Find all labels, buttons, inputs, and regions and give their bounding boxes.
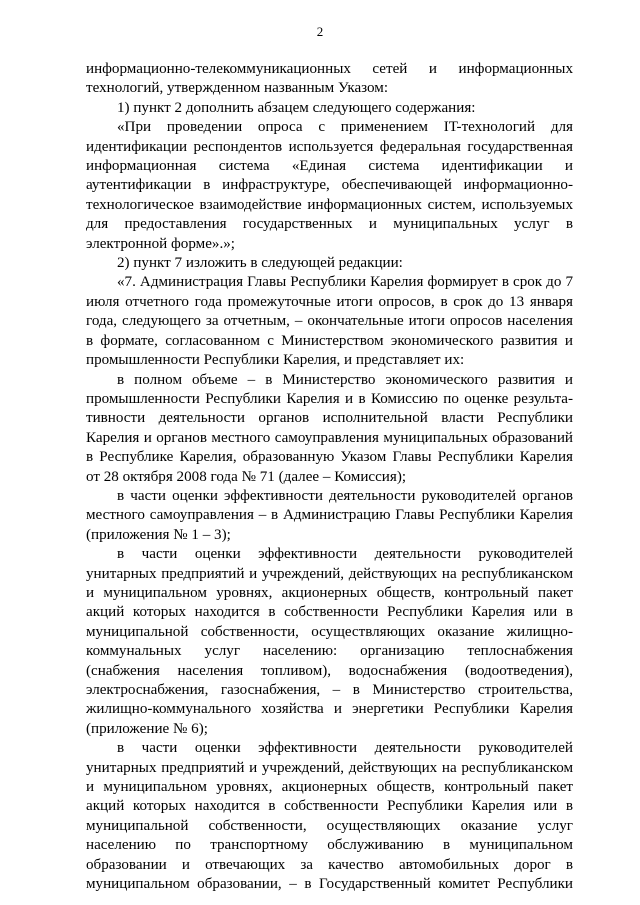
paragraph-4: 2) пункт 7 изложить в следующей редакции: (117, 255, 403, 272)
paragraph-9: в части оценки эффективности деятельности руководителей унитарных предприятий и учреждений, действующих на республиканском и муниципальном уровнях, акционерных обществ, контрольный пакет акций которых находится в собственности Республики Карелия или в муниципальной собственности, осуществляющих оказание услуг населению по транспортному обслуживанию в муниципальном образовании и отвечающих за качество автомобильных дорог в муниципальном образовании, – в Государственный комитет Республики (86, 740, 573, 893)
paragraph-7: в части оценки эффективности деятельности руководителей органов местного самоуправления – в Администрацию Главы Республики Карелия (приложения № 1 – 3); (86, 487, 573, 543)
page-number: 2 (316, 24, 324, 39)
paragraph-2: 1) пункт 2 дополнить абзацем следующего содержания: (117, 99, 476, 116)
paragraph-6: в полном объеме – в Министерство экономического развития и промышленности Республики Карелия и в Комиссию по оценке результа-тивности деятельности органов исполнительной власти Республики Карелия и органов местного самоуправления муниципальных образований в Республике Карелия, образованную Указом Главы Республики Карелия от 28 октября 2008 года № 71 (далее – Комиссия); (86, 371, 573, 485)
paragraph-1: информационно-телекоммуникационных сетей и информационных технологий, утвержденном названным Указом: (86, 61, 573, 97)
paragraph-3: «При проведении опроса с применением IT-технологий для идентификации респондентов используется федеральная государственная информационная система «Единая система идентификации и аутентификации в инфраструктуре, обеспечивающей информационно-технологическое взаимодействие информационных систем, используемых для предоставления государственных и муниципальных услуг в электронной форме».»; (86, 119, 573, 252)
paragraph-8: в части оценки эффективности деятельности руководителей унитарных предприятий и учреждений, действующих на республиканском и муниципальном уровнях, акционерных обществ, контрольный пакет акций которых находится в собственности Республики Карелия или в муниципальной собственности, осуществляющих оказание жилищно-коммунальных услуг населению: организацию теплоснабжения (снабжения населения топливом), водоснабжения (водоотведения), электроснабжения, газоснабжения, – в Министерство строительства, жилищно-коммунального хозяйства и энергетики Республики Карелия (приложение № 6); (86, 546, 573, 737)
document-body (86, 60, 573, 894)
paragraph-5: «7. Администрация Главы Республики Карелия формирует в срок до 7 июля отчетного года промежуточные итоги опросов, в срок до 13 января года, следующего за отчетным, – окончательные итоги опросов населения в формате, согласованном с Министерством экономического развития и промышленности Республики Карелия, и представляет их: (86, 274, 573, 369)
